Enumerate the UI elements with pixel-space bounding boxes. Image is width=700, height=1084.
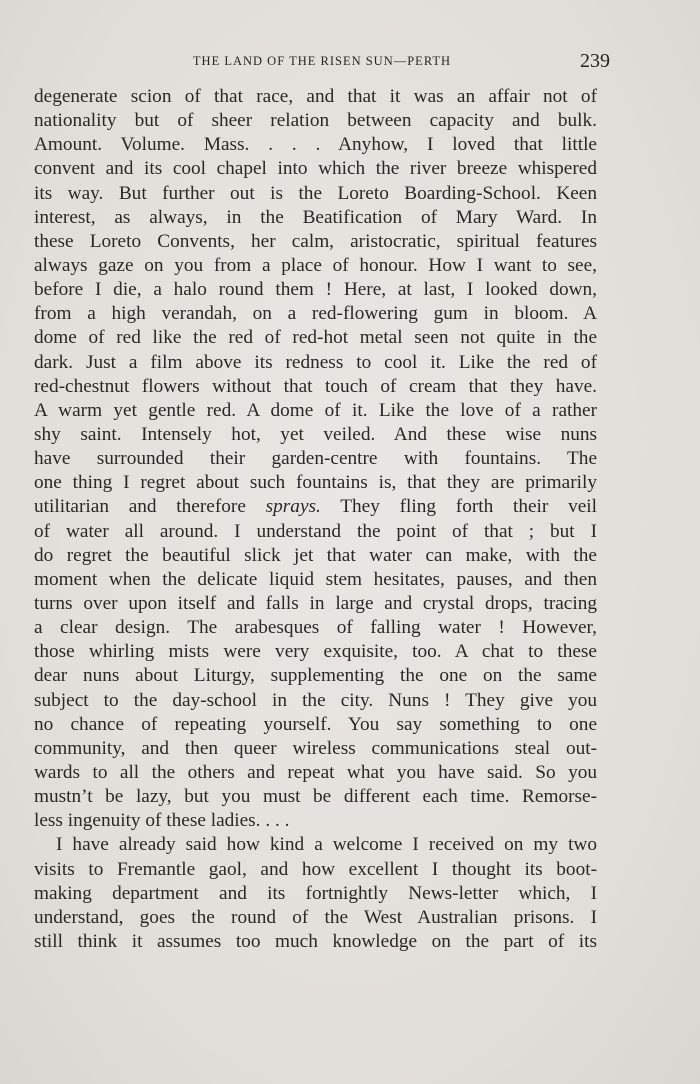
text-line: nationality but of sheer relation between capacity and bulk. — [34, 110, 597, 132]
text-line: dome of red like the red of red-hot metal seen not quite in the — [34, 327, 597, 349]
body-text — [34, 85, 597, 954]
text-line: before I die, a halo round them ! Here, at last, I looked down, — [34, 279, 597, 301]
text-line: one thing I regret about such fountains is, that they are primarily — [34, 472, 597, 494]
text-line: understand, goes the round of the West Australian prisons. I — [34, 906, 597, 928]
text-line: visits to Fremantle gaol, and how excellent I thought its boot- — [34, 858, 597, 880]
text-line: always gaze on you from a place of honour. How I want to see, — [34, 254, 597, 276]
text-line: subject to the day-school in the city. Nuns ! They give you — [34, 689, 597, 711]
text-line: no chance of repeating yourself. You say something to one — [34, 713, 597, 735]
text-line: those whirling mists were very exquisite, too. A chat to these — [34, 641, 597, 663]
text-line: wards to all the others and repeat what you have said. So you — [34, 761, 597, 783]
text-line: red-chestnut flowers without that touch of cream that they have. — [34, 375, 597, 397]
text-line: dear nuns about Liturgy, supplementing the one on the same — [34, 665, 597, 687]
text-line: I have already said how kind a welcome I received on my two — [56, 834, 597, 856]
text-line: do regret the beautiful slick jet that water can make, with the — [34, 544, 597, 566]
text-line: community, and then queer wireless communications steal out- — [34, 737, 597, 759]
text-line: Amount. Volume. Mass. . . . Anyhow, I loved that little — [34, 134, 597, 156]
text-segment: They fling forth their veil — [340, 496, 598, 518]
text-line: from a high verandah, on a red-flowering gum in bloom. A — [34, 303, 597, 325]
text-line: interest, as always, in the Beatification of Mary Ward. In — [34, 206, 597, 228]
text-line: convent and its cool chapel into which the river breeze whispered — [34, 158, 597, 180]
text-line: A warm yet gentle red. A dome of it. Like the love of a rather — [34, 399, 597, 421]
text-line: mustn’t be lazy, but you must be different each time. Remorse- — [34, 786, 597, 808]
text-line: dark. Just a film above its redness to cool it. Like the red of — [34, 351, 597, 373]
text-line: shy saint. Intensely hot, yet veiled. And these wise nuns — [34, 423, 597, 445]
text-line: still think it assumes too much knowledge on the part of its — [34, 930, 597, 952]
page-number: 239 — [580, 50, 610, 72]
text-segment: utilitarian and therefore — [34, 496, 246, 518]
text-line: moment when the delicate liquid stem hesitates, pauses, and then — [34, 568, 597, 590]
running-title: THE LAND OF THE RISEN SUN—PERTH — [192, 54, 452, 68]
text-line: of water all around. I understand the point of that ; but I — [34, 520, 597, 542]
text-line: less ingenuity of these ladies. . . . — [34, 810, 290, 832]
italic-word: sprays. — [265, 496, 321, 518]
text-line: degenerate scion of that race, and that it was an affair not of — [34, 86, 597, 107]
text-line: these Loreto Convents, her calm, aristocratic, spiritual features — [34, 230, 597, 252]
text-line: a clear design. The arabesques of falling water ! However, — [34, 617, 597, 639]
text-line: its way. But further out is the Loreto Boarding-School. Keen — [34, 182, 597, 204]
page-header — [34, 48, 610, 74]
text-line: turns over upon itself and falls in large and crystal drops, tracing — [34, 592, 597, 614]
text-line: have surrounded their garden-centre with fountains. The — [34, 448, 597, 470]
text-line: making department and its fortnightly News-letter which, I — [34, 882, 597, 904]
text-line — [34, 495, 597, 519]
